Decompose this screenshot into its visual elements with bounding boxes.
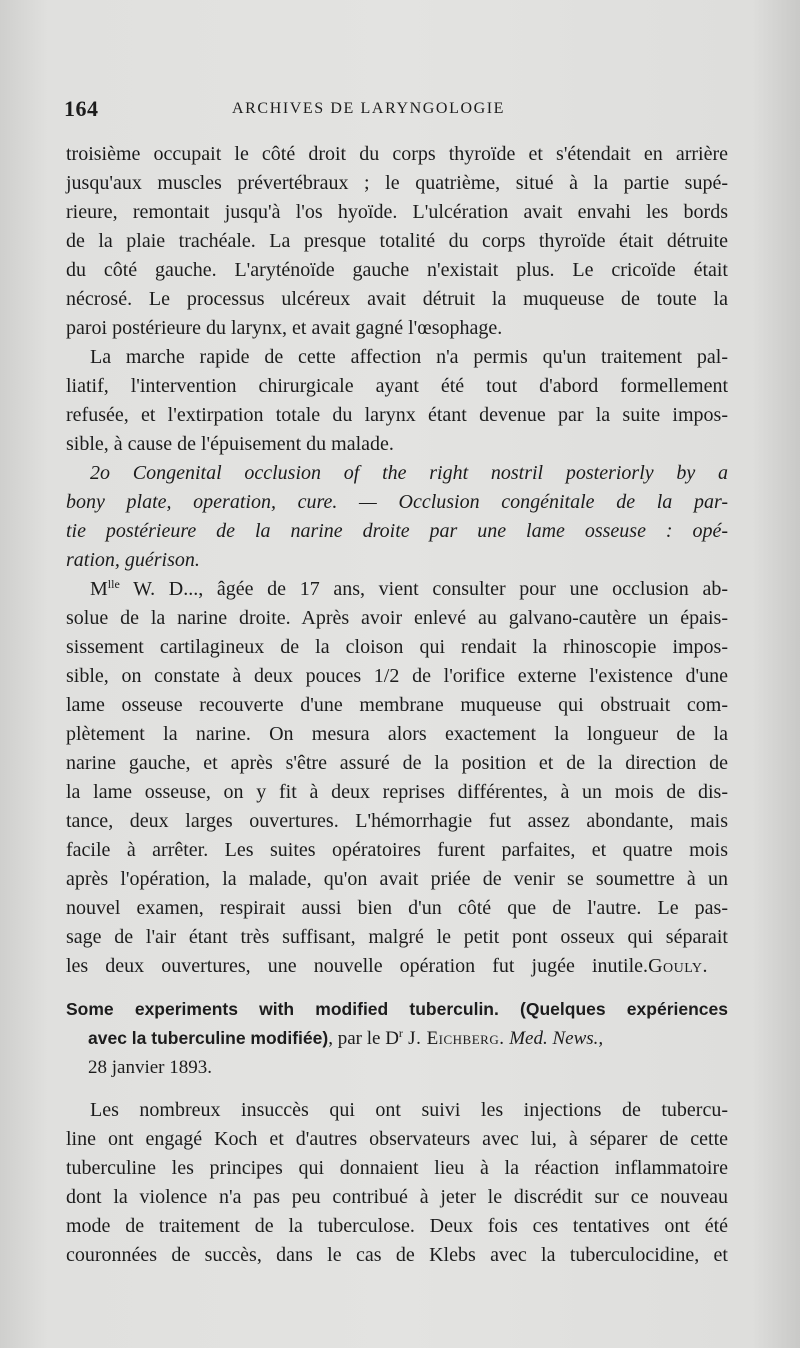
text-line: facile à arrêter. Les suites opératoires furent parfaites, et quatre mois [66,839,728,861]
paragraph-treatment [66,343,728,459]
text-line: rieure, remontait jusqu'à l'os hyoïde. L'ulcération avait envahi les bords [66,201,728,223]
text-line: couronnées de succès, dans le cas de Klebs avec la tuberculocidine, et [66,1244,728,1266]
author-name: J. Eichberg. [402,1028,505,1049]
text-line: de la plaie trachéale. La presque totalité du corps thyroïde était détruite [66,230,728,252]
line-text: les deux ouvertures, une nouvelle opération fut jugée inutile. [66,955,649,977]
citation-text: , par le D [328,1028,399,1049]
text-line: La marche rapide de cette affection n'a permis qu'un traitement pal- [90,346,728,368]
author-signature: Gouly. [648,955,708,977]
text-line: lame osseuse recouverte d'une membrane muqueuse qui obstruait com- [66,694,728,716]
text-line: Les nombreux insuccès qui ont suivi les injections de tubercu- [90,1099,728,1121]
text-line: ration, guérison. [66,549,200,571]
line-text: W. D..., âgée de 17 ans, vient consulter pour une occlusion ab- [119,578,728,600]
text-line: nécrosé. Le processus ulcéreux avait détruit la muqueuse de toute la [66,288,728,310]
text-line [66,952,728,981]
salutation-superscript: lle [107,577,120,591]
review-date: 28 janvier 1893. [88,1057,213,1078]
text-line [66,575,728,604]
journal-name: Med. News., [504,1028,604,1049]
text-line: liatif, l'intervention chirurgicale ayant été tout d'abord formellement [66,375,728,397]
text-line: dont la violence n'a pas peu contribué à jeter le discrédit sur ce nouveau [66,1186,728,1208]
body-text [66,140,728,1270]
text-line: tie postérieure de la narine droite par une lame osseuse : opé- [66,520,728,542]
page-header [64,96,734,126]
text-line: sible, à cause de l'épuisement du malade. [66,433,394,455]
text-line: jusqu'aux muscles prévertébraux ; le quatrième, situé à la partie supé- [66,172,728,194]
text-line: narine gauche, et après s'être assuré de la position et de la direction de [66,752,728,774]
review-title-line: Some experiments with modified tuberculin. (Quelques expériences [66,999,728,1019]
text-line: refusée, et l'extirpation totale du larynx étant devenue par la suite impos- [66,404,728,426]
text-line: solue de la narine droite. Après avoir enlevé au galvano-cautère un épais- [66,607,728,629]
text-line: tuberculine les principes qui donnaient lieu à la réaction inflammatoire [66,1157,728,1179]
text-line: line ont engagé Koch et d'autres observateurs avec lui, à séparer de cette [66,1128,728,1150]
text-line: du côté gauche. L'aryténoïde gauche n'existait plus. Le cricoïde était [66,259,728,281]
text-line: nouvel examen, respirait aussi bien d'un côté que de l'autre. Le pas- [66,897,728,919]
salutation: M [90,578,108,600]
running-head: ARCHIVES DE LARYNGOLOGIE [232,100,506,117]
text-line: plètement la narine. On mesura alors exactement la longueur de la [66,723,728,745]
review-heading [66,995,728,1082]
text-line: paroi postérieure du larynx, et avait gagné l'œsophage. [66,317,503,339]
text-line: troisième occupait le côté droit du corps thyroïde et s'étendait en arrière [66,143,728,165]
text-line: sage de l'air étant très suffisant, malgré le petit pont osseux qui séparait [66,926,728,948]
paragraph-tuberculin [66,1096,728,1270]
text-line: après l'opération, la malade, qu'on avait priée de venir se soumettre à un [66,868,728,890]
text-line: bony plate, operation, cure. — Occlusion congénitale de la par- [66,491,728,513]
text-line: sissement cartilagineux de la cloison qui rendait la rhinoscopie impos- [66,636,728,658]
page-number: 164 [64,96,99,121]
text-line: 2o Congenital occlusion of the right nostril posteriorly by a [90,462,728,484]
case-description [66,575,728,981]
case-title [66,459,728,575]
review-title-french: avec la tuberculine modifiée) [88,1028,329,1048]
paragraph-ulceration [66,140,728,343]
title-superscript: r [398,1026,403,1040]
review-citation-line [66,1024,728,1053]
text-line: la lame osseuse, on y fit à deux reprises différentes, à un mois de dis- [66,781,728,803]
text-line: mode de traitement de la tuberculose. Deux fois ces tentatives ont été [66,1215,728,1237]
text-line: sible, on constate à deux pouces 1/2 de l'orifice externe l'existence d'une [66,665,728,687]
text-line: tance, deux larges ouvertures. L'hémorrhagie fut assez abondante, mais [66,810,728,832]
